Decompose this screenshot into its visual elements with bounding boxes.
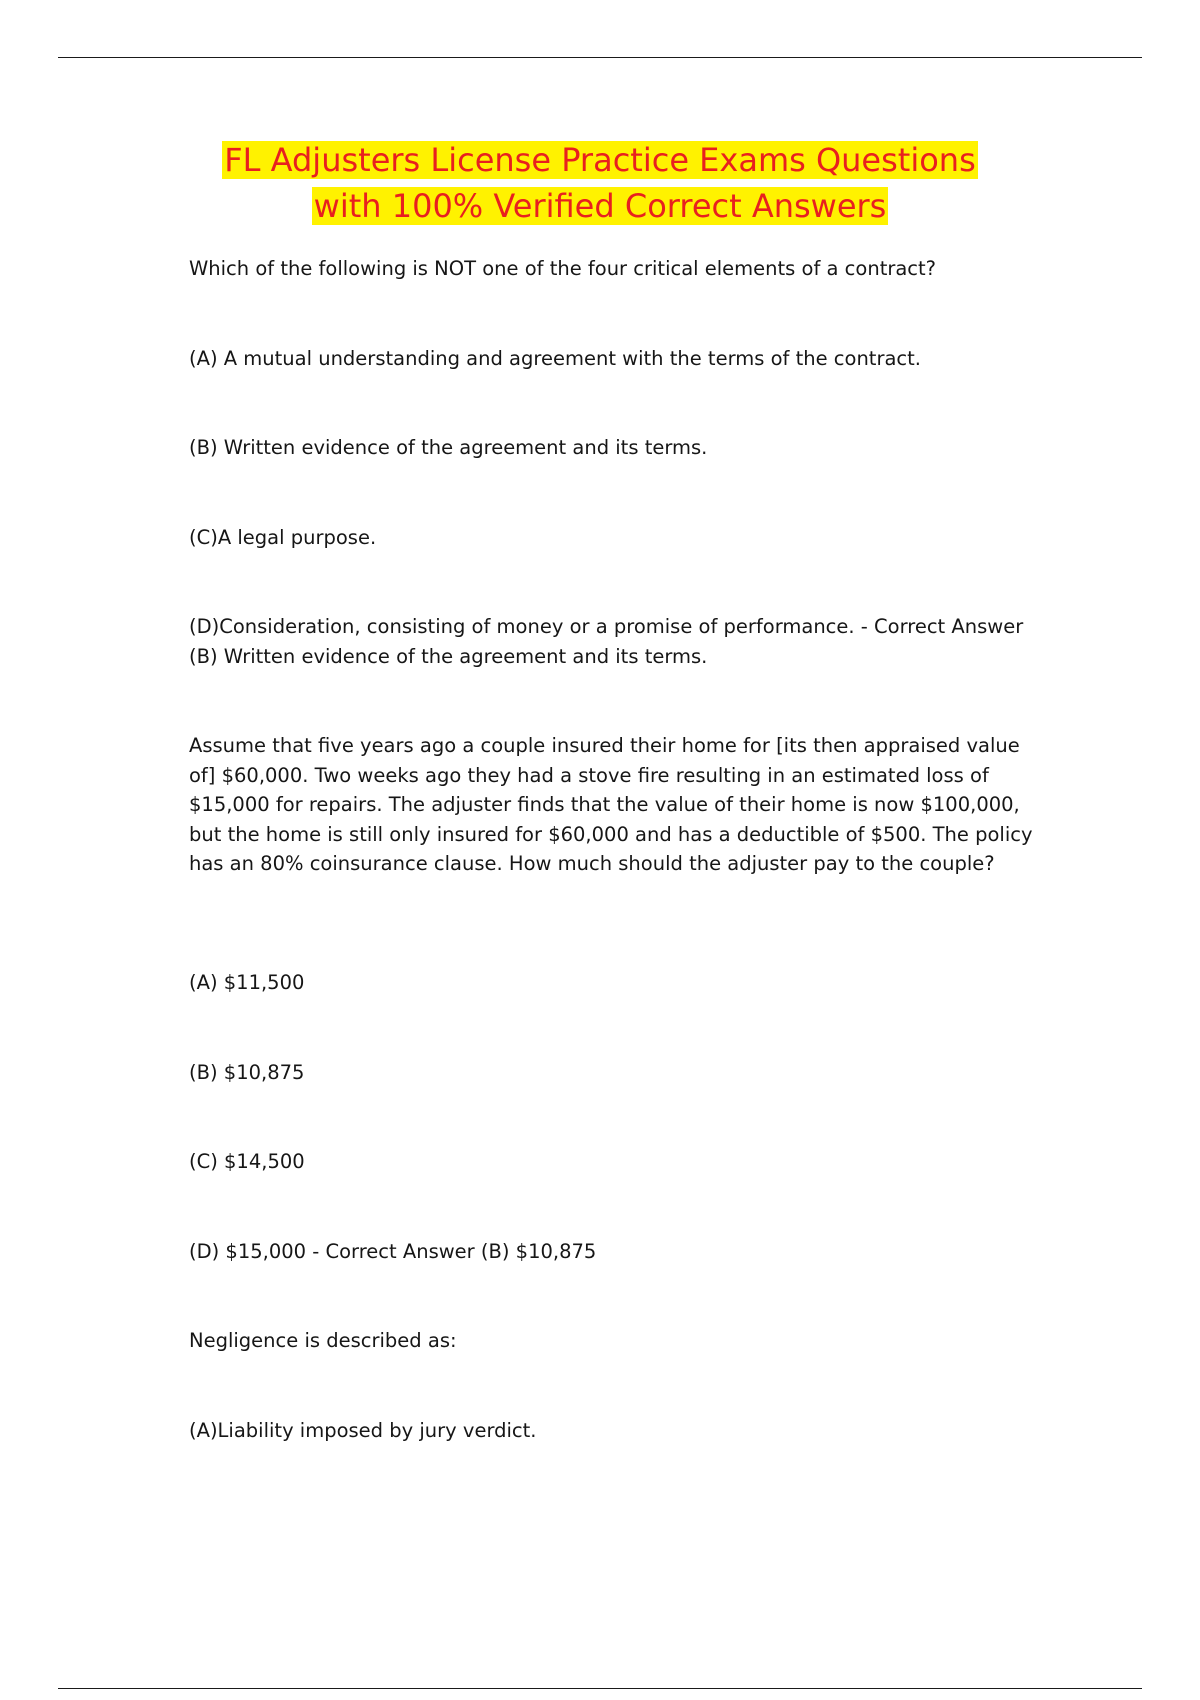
question-3: Negligence is described as: bbox=[189, 1329, 457, 1352]
question-2-option-b: (B) $10,875 bbox=[189, 1061, 305, 1084]
question-2: Assume that five years ago a couple insured their home for [its then appraised value of] $60,000. Two weeks ago they had a stove fire resulting in an estimated loss of $15,000 for repairs. The adjuster finds that the value of their home is now $100,000, but the home is still only insured for $60,000 and has a deductible of $500. The policy has an 80% coinsurance clause. How much should the adjuster pay to the couple? bbox=[189, 734, 1033, 875]
question-1-option-a: (A) A mutual understanding and agreement with the terms of the contract. bbox=[189, 347, 921, 370]
document-title bbox=[0, 137, 1200, 229]
title-line-1: FL Adjusters License Practice Exams Questions bbox=[224, 141, 976, 179]
question-2-option-a: (A) $11,500 bbox=[189, 971, 305, 994]
question-1-option-d-answer: (D)Consideration, consisting of money or a promise of performance. - Correct Answer (B) Written evidence of the agreement and its terms. bbox=[189, 615, 1024, 668]
header-rule bbox=[58, 57, 1142, 58]
question-1-option-b: (B) Written evidence of the agreement and its terms. bbox=[189, 436, 708, 459]
question-2-option-d-answer: (D) $15,000 - Correct Answer (B) $10,875 bbox=[189, 1240, 597, 1263]
question-2-option-c: (C) $14,500 bbox=[189, 1150, 305, 1173]
question-1: Which of the following is NOT one of the four critical elements of a contract? bbox=[189, 257, 937, 280]
question-3-option-a: (A)Liability imposed by jury verdict. bbox=[189, 1419, 537, 1442]
footer-rule bbox=[58, 1688, 1142, 1689]
question-1-option-c: (C)A legal purpose. bbox=[189, 526, 377, 549]
title-line-2: with 100% Verified Correct Answers bbox=[313, 187, 887, 225]
